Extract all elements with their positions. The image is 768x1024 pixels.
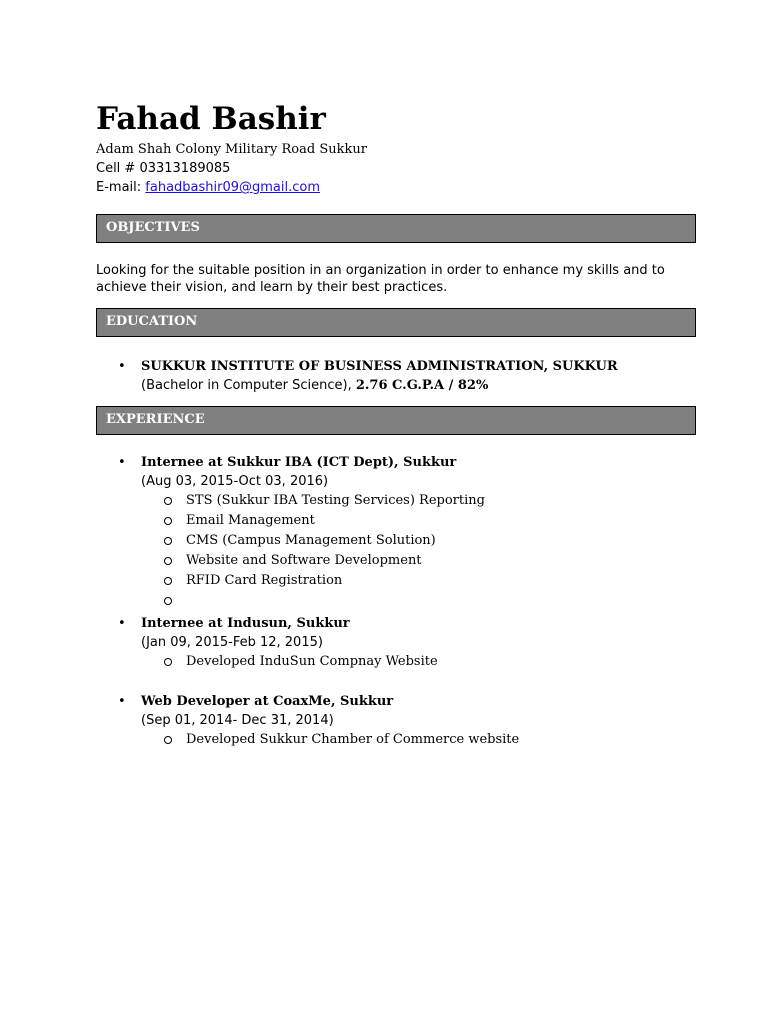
list-item: CMS (Campus Management Solution) — [164, 531, 684, 551]
contact-block — [96, 140, 367, 197]
email-link[interactable]: fahadbashir09@gmail.com — [145, 180, 321, 195]
list-item: Developed InduSun Compnay Website — [164, 652, 684, 672]
bullet-icon: • — [118, 359, 126, 374]
experience-dates: (Sep 01, 2014- Dec 31, 2014) — [141, 713, 334, 728]
email-line — [96, 178, 367, 197]
list-item: STS (Sukkur IBA Testing Services) Reporting — [164, 491, 684, 511]
cell-line: Cell # 03313189085 — [96, 161, 231, 176]
section-heading-objectives: OBJECTIVES — [96, 214, 696, 243]
circle-bullet-icon — [164, 577, 172, 585]
experience-title: Internee at Sukkur IBA (ICT Dept), Sukkur — [141, 455, 457, 470]
circle-bullet-icon — [164, 597, 172, 605]
bullet-icon: • — [118, 694, 126, 709]
education-institution: SUKKUR INSTITUTE OF BUSINESS ADMINISTRATION, SUKKUR — [141, 359, 618, 374]
list-item: Developed Sukkur Chamber of Commerce website — [164, 730, 684, 750]
experience-task-list — [164, 652, 684, 672]
education-grade: 2.76 C.G.P.A / 82% — [355, 378, 489, 393]
experience-dates: (Aug 03, 2015-Oct 03, 2016) — [141, 474, 329, 489]
list-item: Email Management — [164, 511, 684, 531]
address-line: Adam Shah Colony Military Road Sukkur — [96, 142, 367, 157]
bullet-icon: • — [118, 616, 126, 631]
circle-bullet-icon — [164, 658, 172, 666]
candidate-name: Fahad Bashir — [96, 101, 326, 137]
email-label: E-mail: — [96, 180, 146, 195]
list-item: RFID Card Registration — [164, 571, 684, 591]
bullet-icon: • — [118, 455, 126, 470]
circle-bullet-icon — [164, 517, 172, 525]
education-degree: (Bachelor in Computer Science), — [141, 378, 356, 393]
list-item: Website and Software Development — [164, 551, 684, 571]
objective-text: Looking for the suitable position in an organization in order to enhance my skills and to achieve their vision, and learn by their best practices. — [96, 263, 665, 295]
circle-bullet-icon — [164, 557, 172, 565]
experience-task-list — [164, 730, 684, 750]
list-item — [164, 591, 684, 611]
experience-title: Web Developer at CoaxMe, Sukkur — [141, 694, 394, 709]
circle-bullet-icon — [164, 497, 172, 505]
experience-dates: (Jan 09, 2015-Feb 12, 2015) — [141, 635, 323, 650]
section-heading-education: EDUCATION — [96, 308, 696, 337]
circle-bullet-icon — [164, 736, 172, 744]
education-details — [141, 376, 488, 395]
circle-bullet-icon — [164, 537, 172, 545]
experience-task-list — [164, 491, 684, 611]
experience-title: Internee at Indusun, Sukkur — [141, 616, 350, 631]
section-heading-experience: EXPERIENCE — [96, 406, 696, 435]
